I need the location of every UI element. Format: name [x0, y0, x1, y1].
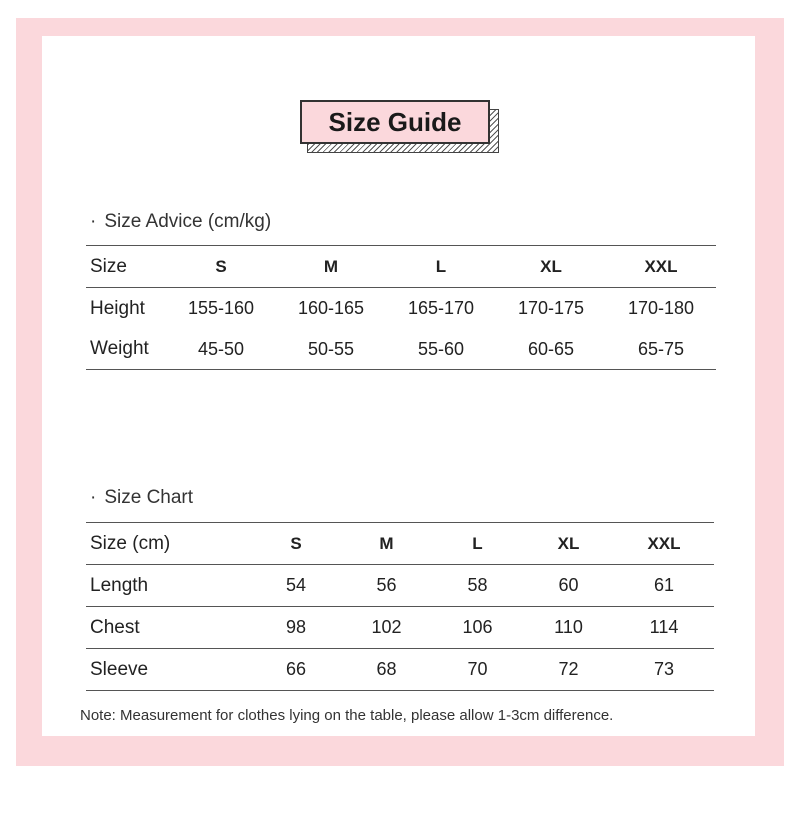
column-header: Size (cm) — [90, 532, 171, 554]
table-cell: 55-60 — [417, 338, 465, 359]
table-cell: 60 — [558, 575, 579, 595]
size-advice-heading-text: Size Advice (cm/kg) — [104, 211, 272, 232]
column-header: S — [290, 533, 302, 553]
size-chart-heading-text: Size Chart — [104, 487, 194, 508]
column-header: Size — [90, 255, 127, 277]
table-header-row — [86, 246, 716, 288]
table-cell: 73 — [653, 659, 675, 679]
column-header: XL — [540, 256, 562, 276]
table-header-row — [86, 523, 714, 565]
size-chart-table — [86, 522, 714, 691]
table-cell: 70 — [467, 659, 488, 679]
size-advice-heading — [90, 211, 271, 233]
table-cell: 56 — [376, 575, 397, 595]
table-cell: 170-180 — [627, 298, 695, 319]
column-header: M — [379, 533, 394, 553]
row-label: Chest — [90, 616, 140, 638]
row-label: Sleeve — [90, 658, 149, 680]
table-cell: 61 — [653, 575, 675, 595]
table-cell: 106 — [462, 617, 493, 637]
table-cell: 114 — [649, 617, 679, 637]
table-cell: 110 — [554, 617, 583, 637]
column-header: XXL — [647, 533, 681, 553]
table-cell: 50-55 — [307, 338, 355, 359]
table-row — [86, 565, 714, 607]
size-chart-heading — [90, 487, 193, 509]
measurement-note: Note: Measurement for clothes lying on the table, please allow 1-3cm difference. — [80, 707, 614, 724]
table-cell: 98 — [285, 617, 307, 637]
row-label: Weight — [90, 338, 149, 360]
table-cell: 155-160 — [187, 298, 255, 319]
title-badge — [300, 100, 500, 154]
table-cell: 54 — [285, 575, 307, 595]
table-cell: 68 — [376, 659, 397, 679]
table-cell: 65-75 — [637, 338, 685, 359]
table-cell: 72 — [558, 659, 579, 679]
row-label: Length — [90, 574, 149, 596]
bullet-icon: · — [90, 211, 97, 232]
table-cell: 102 — [371, 617, 402, 637]
table-row — [86, 288, 716, 330]
column-header: L — [472, 533, 483, 553]
page-title: Size Guide — [300, 100, 490, 144]
row-label: Height — [90, 297, 145, 319]
table-cell: 165-170 — [407, 298, 475, 319]
column-header: S — [215, 256, 227, 276]
table-cell: 66 — [285, 659, 307, 679]
size-advice-table — [86, 245, 716, 370]
column-header: XL — [557, 533, 580, 553]
table-cell: 45-50 — [197, 338, 245, 359]
table-cell: 60-65 — [527, 338, 575, 359]
bullet-icon: · — [90, 487, 97, 508]
table-cell: 170-175 — [517, 298, 585, 319]
table-cell: 58 — [467, 575, 488, 595]
column-header: XXL — [644, 256, 678, 276]
table-row — [86, 330, 716, 370]
column-header: M — [323, 256, 339, 276]
table-row — [86, 607, 714, 649]
table-row — [86, 649, 714, 691]
column-header: L — [435, 256, 447, 276]
table-cell: 160-165 — [297, 298, 365, 319]
